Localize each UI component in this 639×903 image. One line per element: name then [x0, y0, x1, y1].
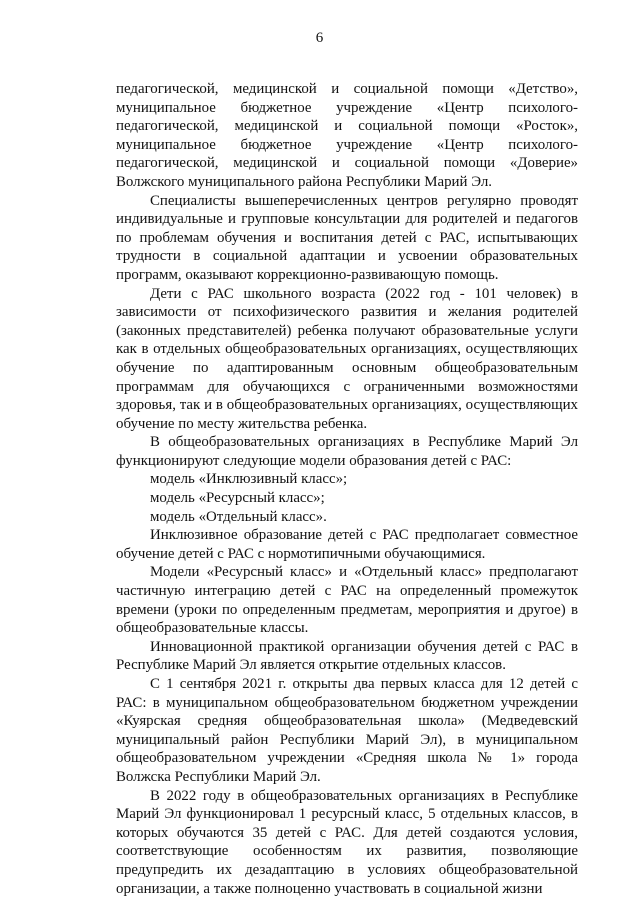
document-body	[116, 80, 578, 898]
page-number: 6	[315, 30, 324, 46]
paragraph: В общеобразовательных организациях в Республике Марий Эл функционируют следующие модели образования детей с РАС:	[116, 434, 578, 469]
list-item: модель «Ресурсный класс»;	[150, 490, 325, 507]
paragraph: Дети с РАС школьного возраста (2022 год - 101 человек) в зависимости от психофизического развития и желания родителей (законных представителей) ребенка получают образовательные услуги как в отдельных общеобразовательных организациях, осуществляющих обучение по адаптированным основным общеобразовательным программам для обучающихся с ограниченными возможностями здоровья, так и в общеобразовательных организациях, осуществляющих обучение по месту жительства ребенка.	[116, 285, 578, 432]
paragraph: педагогической, медицинской и социальной помощи «Детство», муниципальное бюджетное учреждение «Центр психолого-педагогической, медицинской и социальной помощи «Росток», муниципальное бюджетное учреждение «Центр психолого-педагогической, медицинской и социальной помощи «Доверие» Волжского муниципального района Республики Марий Эл.	[116, 81, 578, 190]
list-item: модель «Отдельный класс».	[150, 508, 327, 525]
paragraph: В 2022 году в общеобразовательных организациях в Республике Марий Эл функционировал 1 ресурсный класс, 5 отдельных классов, в которых обучаются 35 детей с РАС. Для детей создаются условия, соответствующие особенностям их развития, позволяющие предупредить их дезадаптацию в условиях общеобразовательной организации, а также полноценно участвовать в социальной жизни	[116, 787, 578, 897]
paragraph: Специалисты вышеперечисленных центров регулярно проводят индивидуальные и групповые консультации для родителей и педагогов по проблемам обучения и воспитания детей с РАС, испытывающих трудности в социальной адаптации и усвоении образовательных программ, оказывают коррекционно-развивающую помощь.	[116, 192, 578, 283]
paragraph: С 1 сентября 2021 г. открыты два первых класса для 12 детей с РАС: в муниципальном общеобразовательном бюджетном учреждении «Куярская средняя общеобразовательная школа» (Медведевский муниципальный район Республики Марий Эл), в муниципальном общеобразовательном учреждении «Средняя школа № 1» города Волжска Республики Марий Эл.	[116, 676, 578, 785]
paragraph: Инновационной практикой организации обучения детей с РАС в Республике Марий Эл является открытие отдельных классов.	[116, 638, 578, 674]
list-item: модель «Инклюзивный класс»;	[150, 471, 348, 488]
paragraph: Инклюзивное образование детей с РАС предполагает совместное обучение детей с РАС с нормотипичными обучающимися.	[116, 527, 578, 562]
paragraph: Модели «Ресурсный класс» и «Отдельный класс» предполагают частичную интеграцию детей с РАС на определенный промежуток времени (уроки по определенным предметам, мероприятия и другое) в общеобразовательные классы.	[116, 564, 578, 637]
